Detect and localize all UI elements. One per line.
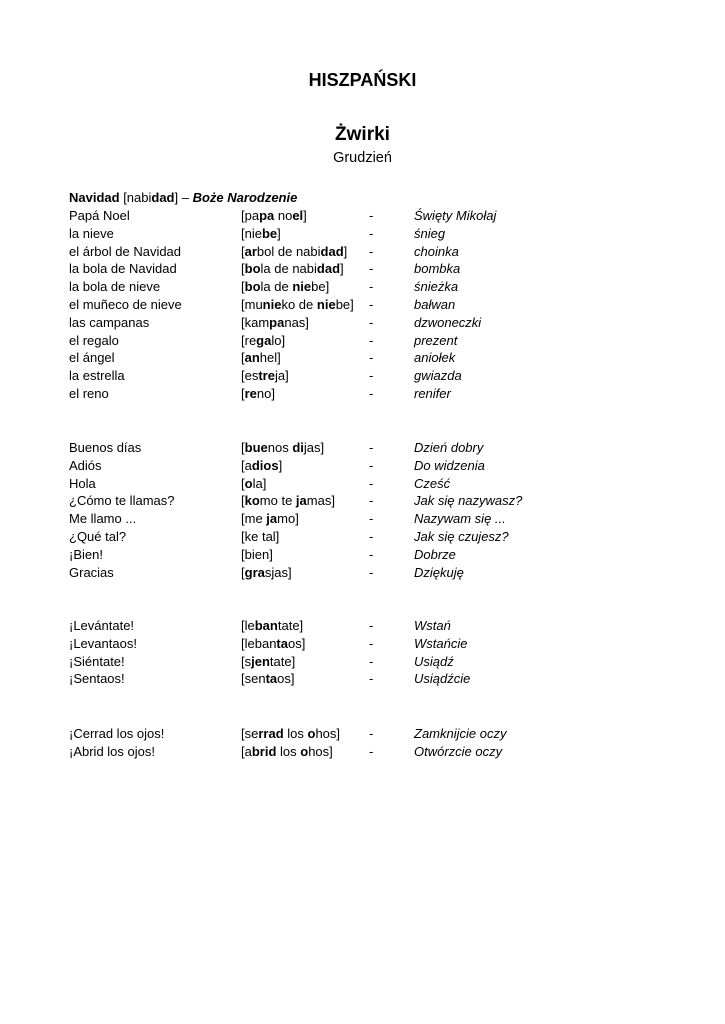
separator-dash: - <box>369 261 374 277</box>
pronunciation <box>241 493 335 508</box>
vocabulary-row <box>0 726 725 744</box>
polish-translation: Święty Mikołaj <box>414 208 497 223</box>
section-header-translation: Boże Narodzenie <box>192 190 298 205</box>
spanish-word: Adiós <box>69 457 102 473</box>
pronunciation-stressed: nie <box>262 297 282 312</box>
polish-translation: Zamknijcie oczy <box>414 726 507 741</box>
pronunciation-part: mas] <box>306 493 335 509</box>
separator-dash: - <box>369 618 374 633</box>
pronunciation <box>241 636 305 651</box>
pronunciation-part: [nie <box>241 225 262 241</box>
pronunciation-part: ] <box>278 457 283 473</box>
spanish-word: ¡Abrid los ojos! <box>69 743 155 759</box>
polish-translation: Usiądź <box>414 653 454 669</box>
spanish-word: Buenos días <box>69 440 142 455</box>
pronunciation-part: [es <box>241 368 259 384</box>
pronunciation-part: [leban <box>241 635 277 651</box>
vocabulary-row <box>0 350 725 368</box>
separator-dash: - <box>369 297 374 312</box>
pronunciation-part: ja] <box>274 368 289 384</box>
pronunciation <box>241 350 281 365</box>
pronunciation-part: [le <box>241 618 255 633</box>
separator-dash: - <box>369 546 374 562</box>
pronunciation-part: lo] <box>271 332 286 348</box>
pronunciation-part: tate] <box>269 653 296 669</box>
polish-translation: Jak się nazywasz? <box>414 493 523 509</box>
pronunciation-part: [a <box>241 743 252 759</box>
pronunciation-part: [kam <box>241 314 270 330</box>
separator-dash: - <box>369 332 374 348</box>
spanish-word: el árbol de Navidad <box>69 243 182 259</box>
vocabulary-row <box>0 297 725 315</box>
separator-dash: - <box>369 314 374 330</box>
pronunciation-stressed: gra <box>244 564 265 580</box>
vocabulary-row <box>0 529 725 547</box>
pronunciation <box>241 744 333 759</box>
pronunciation-part: [ <box>241 564 245 580</box>
spanish-word: ¡Sentaos! <box>69 671 125 687</box>
vocabulary-row <box>0 261 725 279</box>
section-header-pron-close: ] – <box>174 190 193 205</box>
polish-translation: Otwórzcie oczy <box>414 743 503 759</box>
spanish-word: ¡Bien! <box>69 546 103 562</box>
pronunciation-part: ] <box>303 208 307 223</box>
pronunciation <box>241 368 289 383</box>
spanish-word: Hola <box>69 475 96 491</box>
separator-dash: - <box>369 350 374 366</box>
pronunciation-part: ] <box>343 243 348 259</box>
vocabulary-row <box>0 244 725 262</box>
section-header-pron-open: [nabi <box>119 190 152 205</box>
pronunciation-part: no] <box>256 386 275 401</box>
polish-translation: Cześć <box>414 475 451 491</box>
polish-translation: śnieżka <box>414 279 459 295</box>
pronunciation-stressed: nie <box>292 279 312 295</box>
separator-dash: - <box>369 671 374 687</box>
pronunciation-part: [ <box>241 475 245 491</box>
pronunciation-part: ko de <box>281 297 317 312</box>
vocabulary-row <box>0 315 725 333</box>
pronunciation-part: [re <box>241 332 257 348</box>
polish-translation: dzwoneczki <box>414 314 482 330</box>
pronunciation-stressed: an <box>244 350 260 366</box>
pronunciation-part: jas] <box>303 440 325 455</box>
pronunciation-part: no <box>274 208 293 223</box>
pronunciation-part: nas] <box>284 314 309 330</box>
pronunciation-part: los <box>276 743 301 759</box>
spanish-word: ¿Qué tal? <box>69 529 127 544</box>
pronunciation-stressed: dad <box>320 243 344 259</box>
pronunciation-stressed: pa <box>259 208 275 223</box>
separator-dash: - <box>369 243 374 259</box>
section-header-word: Navidad <box>69 190 120 205</box>
pronunciation-stressed: bue <box>244 440 268 455</box>
polish-translation: Wstań <box>414 618 451 633</box>
pronunciation-part: la de nabi <box>260 261 317 277</box>
page-subtitle: Żwirki <box>335 124 390 145</box>
pronunciation-stressed: bo <box>244 279 261 295</box>
pronunciation-stressed: pa <box>269 314 285 330</box>
pronunciation-stressed: o <box>244 475 253 491</box>
pronunciation <box>241 226 281 241</box>
separator-dash: - <box>369 386 374 401</box>
pronunciation-stressed: ar <box>244 243 257 259</box>
page-title: HISZPAŃSKI <box>308 70 417 90</box>
separator-dash: - <box>369 529 374 544</box>
pronunciation <box>241 279 329 294</box>
pronunciation <box>241 618 303 633</box>
pronunciation-part: [s <box>241 653 252 669</box>
pronunciation-part: [ <box>241 279 245 295</box>
pronunciation-stressed: ja <box>266 511 278 527</box>
polish-translation: bałwan <box>414 297 456 312</box>
vocabulary-row <box>0 476 725 494</box>
pronunciation-part: [ke tal] <box>241 529 280 544</box>
separator-dash: - <box>369 475 374 491</box>
vocabulary-row <box>0 333 725 351</box>
pronunciation-stressed: dad <box>316 261 341 277</box>
polish-translation: Jak się czujesz? <box>414 529 509 544</box>
polish-translation: Dobrze <box>414 546 456 562</box>
pronunciation-part: [ <box>241 386 245 401</box>
page-month: Grudzień <box>333 150 392 166</box>
polish-translation: Nazywam się ... <box>414 511 506 527</box>
pronunciation-stressed: dios <box>251 457 279 473</box>
vocabulary-row <box>0 565 725 583</box>
pronunciation-part: [sen <box>241 671 266 687</box>
vocabulary-row <box>0 458 725 476</box>
pronunciation-stressed: tre <box>258 368 275 384</box>
polish-translation: aniołek <box>414 350 456 366</box>
pronunciation-stressed: ja <box>295 493 307 509</box>
separator-dash: - <box>369 564 374 580</box>
pronunciation-part: tate] <box>277 618 304 633</box>
pronunciation-stressed: ko <box>244 493 260 509</box>
pronunciation <box>241 671 294 686</box>
pronunciation-part: la] <box>252 475 267 491</box>
vocabulary-row <box>0 208 725 226</box>
spanish-word: ¡Siéntate! <box>69 653 125 669</box>
pronunciation-stressed: re <box>244 386 257 401</box>
pronunciation-part: nos <box>267 440 293 455</box>
spanish-word: Papá Noel <box>69 208 130 223</box>
spanish-word: las campanas <box>69 314 150 330</box>
pronunciation <box>241 547 273 562</box>
vocabulary-row <box>0 511 725 529</box>
vocabulary-row <box>0 279 725 297</box>
pronunciation-part: os] <box>287 635 306 651</box>
pronunciation-part: mo te <box>259 493 296 509</box>
pronunciation-part: [se <box>241 726 259 741</box>
pronunciation-part: [a <box>241 457 252 473</box>
pronunciation <box>241 386 275 401</box>
vocabulary-row <box>0 671 725 689</box>
polish-translation: renifer <box>414 386 451 401</box>
pronunciation <box>241 244 347 259</box>
section-header-pron-bold: dad <box>151 190 175 205</box>
vocabulary-row <box>0 636 725 654</box>
pronunciation-part: os] <box>277 671 295 687</box>
polish-translation: śnieg <box>414 225 446 241</box>
section-header <box>69 190 297 205</box>
pronunciation-part: la de <box>260 279 293 295</box>
pronunciation-part: hel] <box>259 350 281 366</box>
spanish-word: la estrella <box>69 368 125 384</box>
polish-translation: gwiazda <box>414 368 462 384</box>
pronunciation-part: [ <box>241 243 245 259</box>
separator-dash: - <box>369 511 374 527</box>
pronunciation-stressed: ta <box>265 671 278 687</box>
pronunciation-stressed: el <box>292 208 304 223</box>
separator-dash: - <box>369 493 374 509</box>
separator-dash: - <box>369 726 374 741</box>
polish-translation: Do widzenia <box>414 457 485 473</box>
pronunciation-stressed: brid <box>251 743 277 759</box>
separator-dash: - <box>369 653 374 669</box>
pronunciation-part: [mu <box>241 297 263 312</box>
polish-translation: prezent <box>414 332 458 348</box>
vocabulary-row <box>0 368 725 386</box>
spanish-word: ¡Levantaos! <box>69 635 137 651</box>
separator-dash: - <box>369 457 374 473</box>
pronunciation-part: be] <box>335 297 354 312</box>
separator-dash: - <box>369 440 374 455</box>
pronunciation-part: hos] <box>308 743 333 759</box>
pronunciation-stressed: o <box>300 743 309 759</box>
spanish-word: la bola de nieve <box>69 279 161 295</box>
pronunciation <box>241 333 285 348</box>
pronunciation-part: mo] <box>277 511 299 527</box>
pronunciation-stressed: bo <box>244 261 261 277</box>
polish-translation: choinka <box>414 243 459 259</box>
pronunciation <box>241 458 282 473</box>
pronunciation-part: sjas] <box>264 564 292 580</box>
pronunciation-stressed: di <box>292 440 304 455</box>
polish-translation: Dziękuję <box>414 564 464 580</box>
pronunciation-part: [me <box>241 511 267 527</box>
pronunciation <box>241 297 354 312</box>
vocabulary-row <box>0 493 725 511</box>
polish-translation: Wstańcie <box>414 635 468 651</box>
vocabulary-row <box>0 440 725 458</box>
separator-dash: - <box>369 743 374 759</box>
pronunciation <box>241 315 309 330</box>
vocabulary-row <box>0 386 725 404</box>
spanish-word: la bola de Navidad <box>69 261 177 277</box>
separator-dash: - <box>369 635 374 651</box>
pronunciation-part: bol de nabi <box>256 243 321 259</box>
pronunciation-stressed: rrad <box>258 726 284 741</box>
pronunciation-part: [ <box>241 261 245 277</box>
pronunciation-part: [bien] <box>241 546 273 562</box>
vocabulary-row <box>0 618 725 636</box>
pronunciation-stressed: ban <box>254 618 278 633</box>
pronunciation-part: los <box>283 726 308 741</box>
spanish-word: el ángel <box>69 350 115 366</box>
pronunciation <box>241 261 344 276</box>
pronunciation-part: ] <box>277 225 281 241</box>
pronunciation-part: [pa <box>241 208 260 223</box>
pronunciation <box>241 726 340 741</box>
pronunciation-part: ] <box>340 261 344 277</box>
vocabulary-row <box>0 226 725 244</box>
pronunciation-part: [ <box>241 350 245 366</box>
pronunciation-stressed: o <box>307 726 316 741</box>
spanish-word: el muñeco de nieve <box>69 297 182 312</box>
polish-translation: Dzień dobry <box>414 440 484 455</box>
pronunciation-stressed: ga <box>256 332 272 348</box>
pronunciation-stressed: jen <box>251 653 270 669</box>
polish-translation: Usiądźcie <box>414 671 471 687</box>
pronunciation-stressed: be <box>261 225 278 241</box>
vocabulary-row <box>0 654 725 672</box>
pronunciation <box>241 208 307 223</box>
pronunciation-part: [ <box>241 493 245 509</box>
spanish-word: ¡Cerrad los ojos! <box>69 726 165 741</box>
vocabulary-row <box>0 547 725 565</box>
vocabulary-row <box>0 744 725 762</box>
pronunciation-stressed: nie <box>316 297 336 312</box>
pronunciation-part: hos] <box>315 726 341 741</box>
pronunciation-part: [ <box>241 440 245 455</box>
spanish-word: el regalo <box>69 332 119 348</box>
spanish-word: Me llamo ... <box>69 511 137 527</box>
pronunciation-part: be] <box>311 279 330 295</box>
pronunciation-stressed: ta <box>276 635 288 651</box>
pronunciation <box>241 440 324 455</box>
separator-dash: - <box>369 279 374 295</box>
pronunciation <box>241 565 292 580</box>
separator-dash: - <box>369 208 374 223</box>
spanish-word: ¿Cómo te llamas? <box>69 493 175 509</box>
spanish-word: la nieve <box>69 225 114 241</box>
separator-dash: - <box>369 225 374 241</box>
spanish-word: ¡Levántate! <box>69 618 135 633</box>
pronunciation <box>241 511 299 526</box>
separator-dash: - <box>369 368 374 384</box>
spanish-word: Gracias <box>69 564 114 580</box>
pronunciation <box>241 529 279 544</box>
polish-translation: bombka <box>414 261 461 277</box>
spanish-word: el reno <box>69 386 109 401</box>
pronunciation <box>241 476 266 491</box>
pronunciation <box>241 654 295 669</box>
